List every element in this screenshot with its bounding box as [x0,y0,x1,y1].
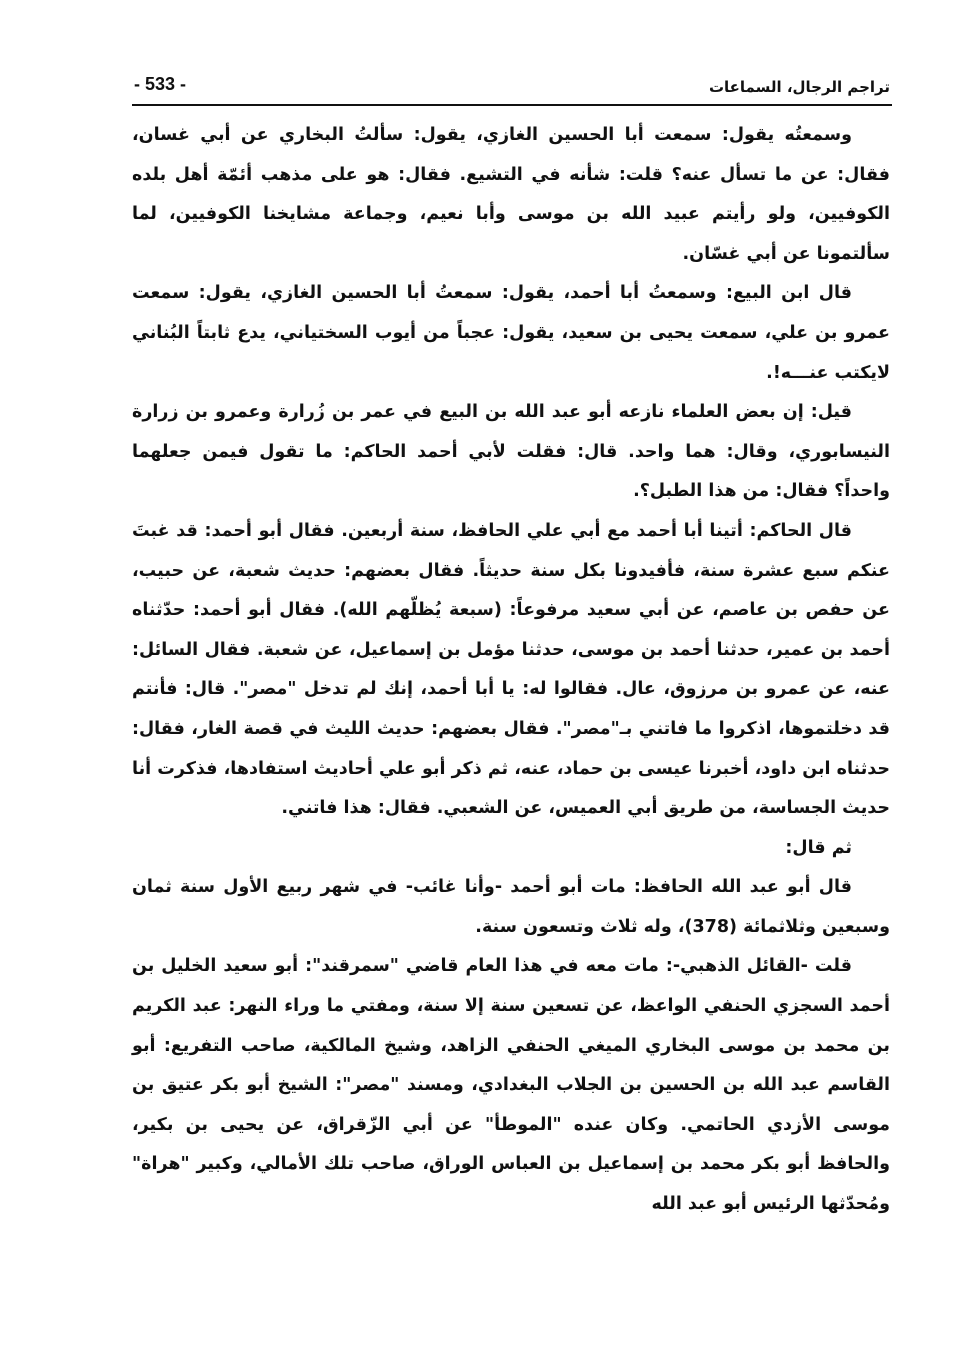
page-number: - 533 - [134,74,187,94]
paragraph-5: ثم قال: [785,837,852,858]
header-rule [132,104,892,106]
running-title: تراجم الرجال، السماعات [708,78,890,96]
page-header [132,72,890,102]
paragraph-7: قلت -القائل الذهبي-: مات معه في هذا العام قاضي "سمرقند": أبو سعيد الخليل بن أحمد السجزي الحنفي الواعظ، عن تسعين سنة إلا سنة، ومفتي ما وراء النهر: عبد الكريم بن محمد بن موسى البخاري الميغي الحنفي الزاهد، وشيخ المالكية، صاحب التفريع: أبو القاسم عبد الله بن الحسين بن الجلاب البغدادي، ومسند "مصر": الشيخ أبو بكر عتيق بن موسى الأزدي الحاتمي. وكان عنده "الموطأ" عن أبي الزّقراق، عن يحيى بن بكير، والحافظ أبو بكر محمد بن إسماعيل بن العباس الوراق، صاحب تلك الأمالي، وكبير "هراة" ومُحدّثها الرئيس أبو عبد الله [132,956,890,1215]
paragraph-2: قال ابن البيع: وسمعتُ أبا أحمد، يقول: سمعتُ أبا الحسين الغازي، يقول: سمعت عمرو بن علي، سمعت يحيى بن سعيد، يقول: عجباً من أيوب السختياني، يدع ثابتاً البُناني لايكتب عنـــه!. [132,283,890,383]
main-text [132,116,890,1225]
paragraph-1: وسمعتُه يقول: سمعت أبا الحسين الغازي، يقول: سألتُ البخاري عن أبي غسان، فقال: عن ما تسأل عنه؟ قلت: شأنه في التشيع. فقال: هو على مذهب أئمّة أهل بلده الكوفيين، ولو رأيتم عبيد الله بن موسى وأبا نعيم، وجماعة مشايخنا الكوفيين، لما سألتمونا عن أبي غسّان. [132,125,890,264]
paragraph-4: قال الحاكم: أتينا أبا أحمد مع أبي علي الحافظ، سنة أربعين. فقال أبو أحمد: قد غبتَ عنكم سبع عشرة سنة، فأفيدونا بكل سنة حديثاً. فقال بعضهم: حديث شعبة، عن حبيب، عن حفص بن عاصم، عن أبي سعيد مرفوعاً: (سبعة يُظلّهم الله). فقال أبو أحمد: حدّثناه أحمد بن عمير، حدثنا أحمد بن موسى، حدثنا مؤمل بن إسماعيل، عن شعبة. فقال السائل: عنه، عن عمرو بن مرزوق، عال. فقالوا له: يا أبا أحمد، إنك لم تدخل "مصر". قال: فأنتم قد دخلتموها، اذكروا ما فاتني بـ"مصر". فقال بعضهم: حديث الليث في قصة الغار، فقال: حدثناه ابن داود، أخبرنا عيسى بن حماد، عنه، ثم ذكر أبو علي أحاديث استفادها، فذكرت أنا حديث الجساسة، من طريق أبي العميس، عن الشعبي. فقال: هذا فاتني. [132,520,890,819]
paragraph-3: قيل: إن بعض العلماء نازعه أبو عبد الله بن البيع في عمر بن زُرارة وعمرو بن زرارة النيسابوري، وقال: هما واحد. قال: فقلت لأبي أحمد الحاكم: ما تقول فيمن جعلهما واحداً؟ فقال: من هذا الطبل؟. [132,402,890,502]
paragraph-6: قال أبو عبد الله الحافظ: مات أبو أحمد -وأنا غائب- في شهر ربيع الأول سنة ثمان وسبعين وثلاثمائة (378)، وله ثلاث وتسعون سنة. [132,877,890,937]
